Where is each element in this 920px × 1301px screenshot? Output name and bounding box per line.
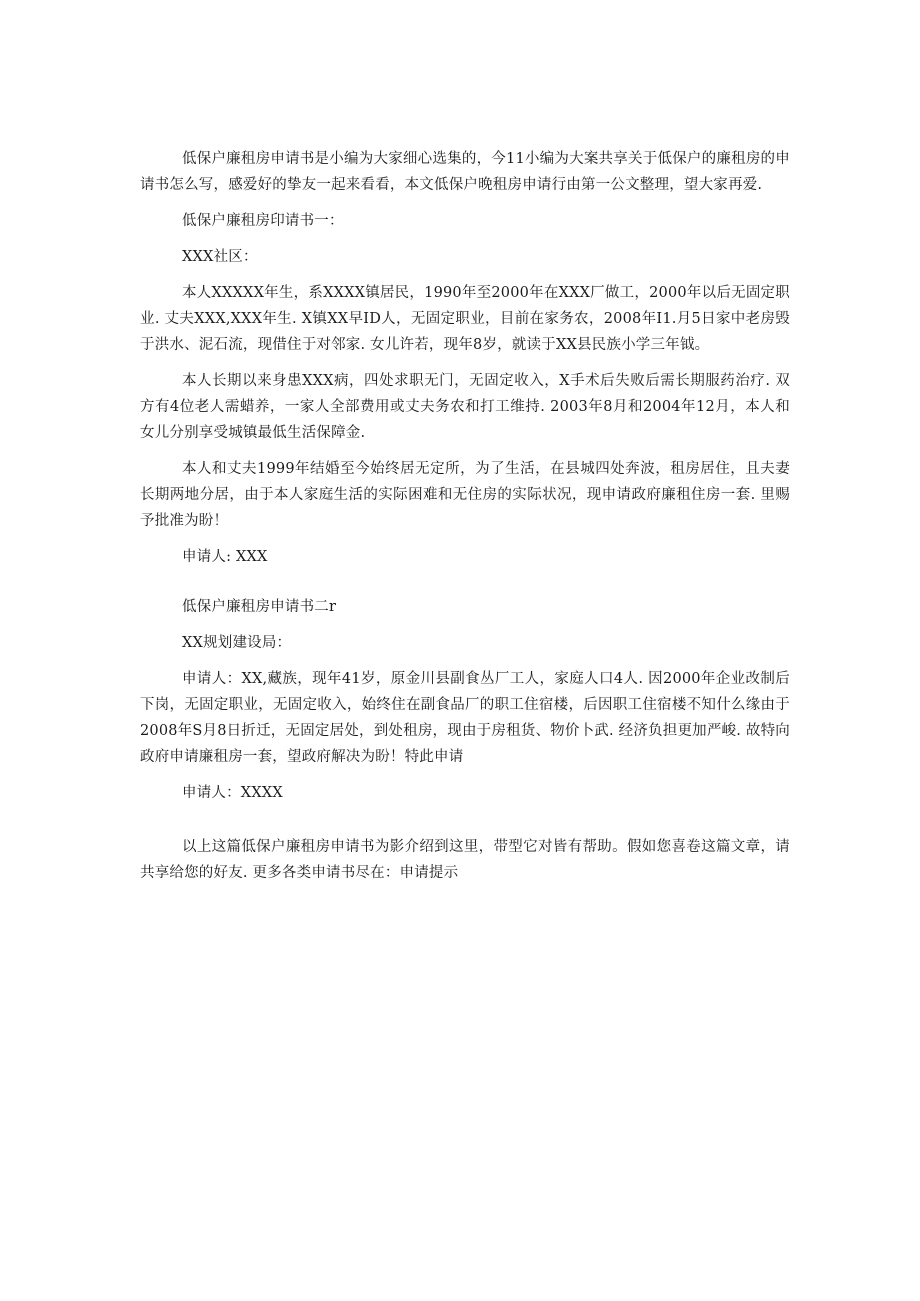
letter2-signature: 申请人：XXXX [182, 785, 283, 801]
letter1-title: 低保户廉租房印请书一： [182, 213, 344, 229]
letter1-paragraph-2: 本人长期以来身患XXX病，四处求职无门，无固定收入，X手术后失败后需长期服药治疗. 双方有4位老人需蜡养，一家人全部费用或丈夫务农和打工维持. 2003年8月和2004年12月，本人和女儿分别享受城镇最低生活保障金. [140, 373, 790, 441]
letter2-addressee: XX规划建设局： [182, 635, 292, 651]
document-body [140, 146, 790, 896]
section-spacer [140, 816, 790, 834]
outro-paragraph: 以上这篇低保户廉租房申请书为影介绍到这里，带型它对皆有帮助。假如您喜卷这篇文章，请共享给您的好友. 更多各类申请书尽在：申请提示 [140, 839, 790, 881]
letter1-paragraph-3: 本人和丈夫1999年结婚至今始终居无定所，为了生活，在县城四处奔波，租房居住，且夫妻长期两地分居，由于本人家庭生活的实际困难和无住房的实际状况，现申请政府廉租住房一套. 里赐予批准为盼！ [140, 461, 790, 529]
section-spacer [140, 580, 790, 594]
letter1-paragraph-1: 本人XXXXX年生，系XXXX镇居民，1990年至2000年在XXX厂做工，2000年以后无固定职业. 丈夫XXX,XXX年生. X镇XX早ID人，无固定职业，目前在家务农，2008年I1.月5日家中老房毁于洪水、泥石流，现借住于对邻家. 女儿许若，现年8岁，就读于XX县民族小学三年钺。 [140, 285, 790, 353]
letter2-paragraph-1: 申请人：XX,藏族，现年41岁，原金川县副食丛厂工人，家庭人口4人. 因2000年企业改制后下岗，无固定职业，无固定收入，始终住在副食品厂的职工住宿楼，后因职工住宿楼不知什么缘由于2008年S月8日折迁，无固定居处，到处租房，现由于房租货、物价卜武. 经济负担更加严峻. 故特向政府申请廉租房一套，望政府解决为盼！特此申请 [140, 671, 790, 765]
letter2-title: 低保户廉租房申请书二r [182, 599, 337, 615]
intro-paragraph: 低保户廉租房申请书是小编为大家细心选集的，今11小编为大案共享关于低保户的廉租房的申请书怎么写，感爱好的挚友一起来看看，本文低保户晚租房申请行由第一公文整理，望大家再爱. [140, 151, 790, 193]
letter1-signature: 申请人: XXX [182, 549, 268, 565]
letter1-addressee: XXX社区： [182, 249, 258, 265]
